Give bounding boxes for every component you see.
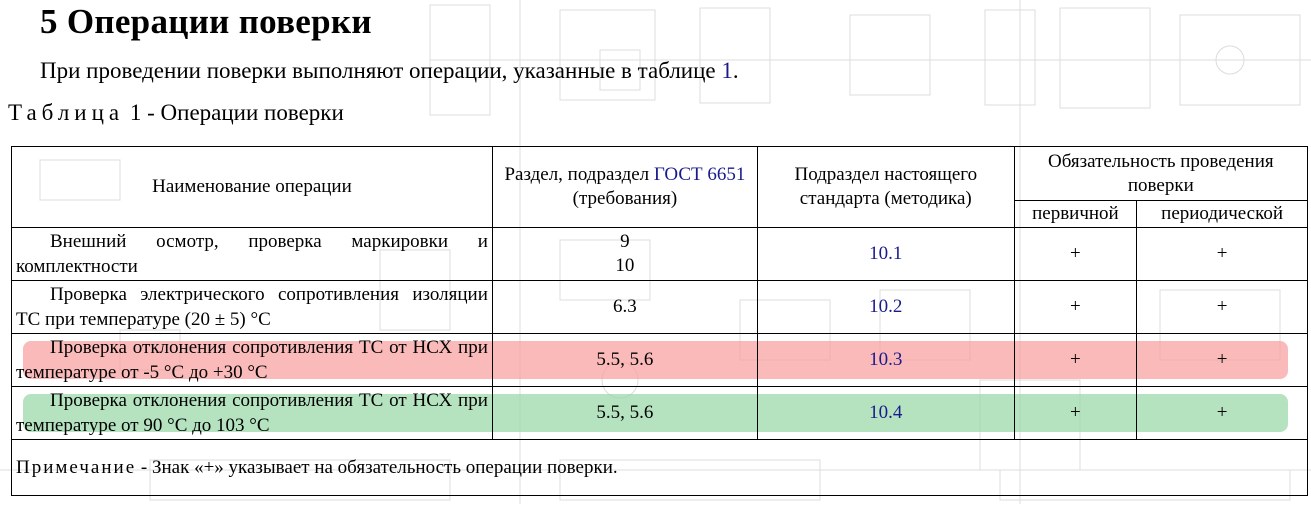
operations-table — [11, 146, 1308, 496]
caption-title: 1 - Операции поверки — [124, 100, 344, 125]
table-row — [12, 387, 1308, 440]
header-method: Подраздел настоящего стандарта (методика) — [757, 147, 1014, 228]
periodic-mark: + — [1137, 281, 1308, 334]
operation-name — [12, 281, 493, 334]
primary-mark: + — [1014, 334, 1137, 387]
primary-mark: + — [1014, 228, 1137, 281]
table-note-row — [12, 440, 1308, 496]
intro-paragraph — [40, 58, 739, 84]
note-label: Примечание — [16, 456, 137, 478]
operation-name-text: Проверка электрического сопротивления изоляции ТС при температуре (20 ± 5) °С — [16, 284, 488, 330]
header-periodic: периодической — [1137, 201, 1308, 228]
operation-name — [12, 334, 493, 387]
section-value: 9 — [620, 231, 630, 252]
intro-end: . — [732, 58, 739, 83]
method-link[interactable]: 10.3 — [757, 334, 1014, 387]
table-caption — [8, 100, 344, 126]
method-link[interactable]: 10.1 — [757, 228, 1014, 281]
operation-name — [12, 387, 493, 440]
section-cell: 5.5, 5.6 — [492, 387, 757, 440]
section-value: 10 — [615, 255, 635, 276]
method-link[interactable]: 10.2 — [757, 281, 1014, 334]
section-cell — [492, 228, 757, 281]
header-primary: первичной — [1014, 201, 1137, 228]
table-row — [12, 281, 1308, 334]
operation-name-text: Проверка отклонения сопротивления ТС от НСХ при температуре от 90 °С до 103 °С — [16, 390, 488, 436]
header-obligation: Обязательность проведения поверки — [1014, 147, 1307, 201]
header-section-suffix: (требования) — [572, 188, 678, 209]
note-text: - Знак «+» указывает на обязательность операции поверки. — [136, 456, 618, 478]
header-operation-name: Наименование операции — [12, 147, 493, 228]
section-cell: 6.3 — [492, 281, 757, 334]
periodic-mark: + — [1137, 334, 1308, 387]
periodic-mark: + — [1137, 228, 1308, 281]
section-heading: 5 Операции поверки — [40, 2, 372, 41]
primary-mark: + — [1014, 387, 1137, 440]
table-header-row — [12, 147, 1308, 201]
method-link[interactable]: 10.4 — [757, 387, 1014, 440]
header-section-text: Раздел, подраздел — [504, 164, 654, 185]
section-cell: 5.5, 5.6 — [492, 334, 757, 387]
operation-name — [12, 228, 493, 281]
operation-name-text: Внешний осмотр, проверка маркировки и комплектности — [16, 231, 488, 277]
intro-text: При проведении поверки выполняют операции, указанные в таблице — [40, 58, 722, 83]
operation-name-text: Проверка отклонения сопротивления ТС от НСХ при температуре от -5 °С до +30 °С — [16, 337, 488, 383]
table-note — [12, 440, 1308, 496]
gost-link[interactable]: ГОСТ 6651 — [653, 164, 746, 185]
table-row — [12, 334, 1308, 387]
primary-mark: + — [1014, 281, 1137, 334]
caption-label: Таблица — [8, 100, 125, 125]
header-section — [492, 147, 757, 228]
periodic-mark: + — [1137, 387, 1308, 440]
table-row — [12, 228, 1308, 281]
table-reference-link[interactable]: 1 — [721, 58, 733, 83]
